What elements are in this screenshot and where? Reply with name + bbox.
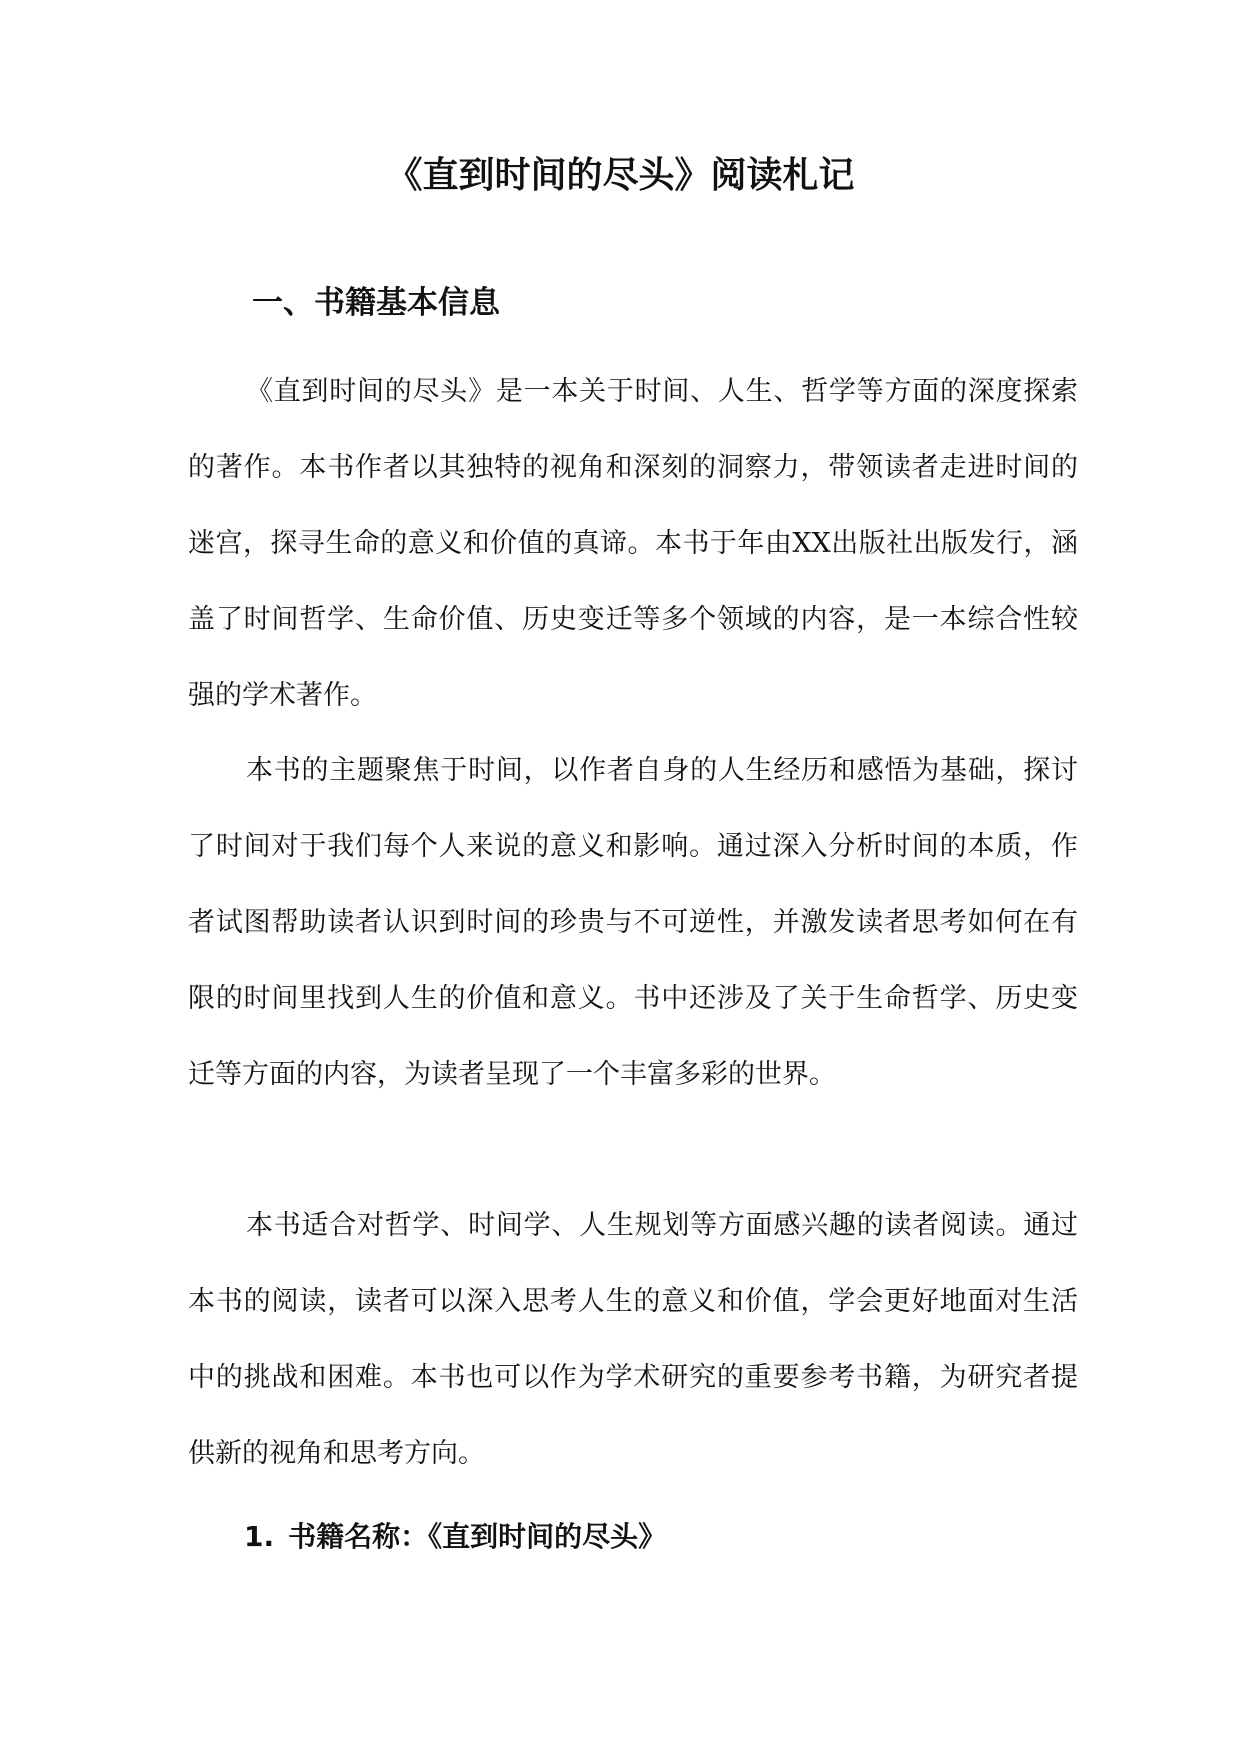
section-heading: 一、书籍基本信息 xyxy=(252,285,500,321)
paragraph-1: 《直到时间的尽头》是一本关于时间、人生、哲学等方面的深度探索的著作。本书作者以其独特的视角和深刻的洞察力，带领读者走进时间的迷宫，探寻生命的意义和价值的真谛。本书于年由XX出版社出版发行，涵盖了时间哲学、生命价值、历史变迁等多个领域的内容，是一本综合性较强的学术著作。 xyxy=(188,376,1078,711)
list-item-book-name xyxy=(244,1515,666,1559)
list-item-number: 1. xyxy=(244,1520,275,1553)
document-title: 《直到时间的尽头》阅读札记 xyxy=(386,155,855,196)
paragraph-3: 本书适合对哲学、时间学、人生规划等方面感兴趣的读者阅读。通过本书的阅读，读者可以深入思考人生的意义和价值，学会更好地面对生活中的挑战和困难。本书也可以作为学术研究的重要参考书籍，为研究者提供新的视角和思考方向。 xyxy=(188,1210,1078,1469)
list-item-text: 书籍名称：《直到时间的尽头》 xyxy=(288,1520,667,1553)
paragraph-2: 本书的主题聚焦于时间，以作者自身的人生经历和感悟为基础，探讨了时间对于我们每个人来说的意义和影响。通过深入分析时间的本质，作者试图帮助读者认识到时间的珍贵与不可逆性，并激发读者思考如何在有限的时间里找到人生的价值和意义。书中还涉及了关于生命哲学、历史变迁等方面的内容，为读者呈现了一个丰富多彩的世界。 xyxy=(188,755,1078,1090)
